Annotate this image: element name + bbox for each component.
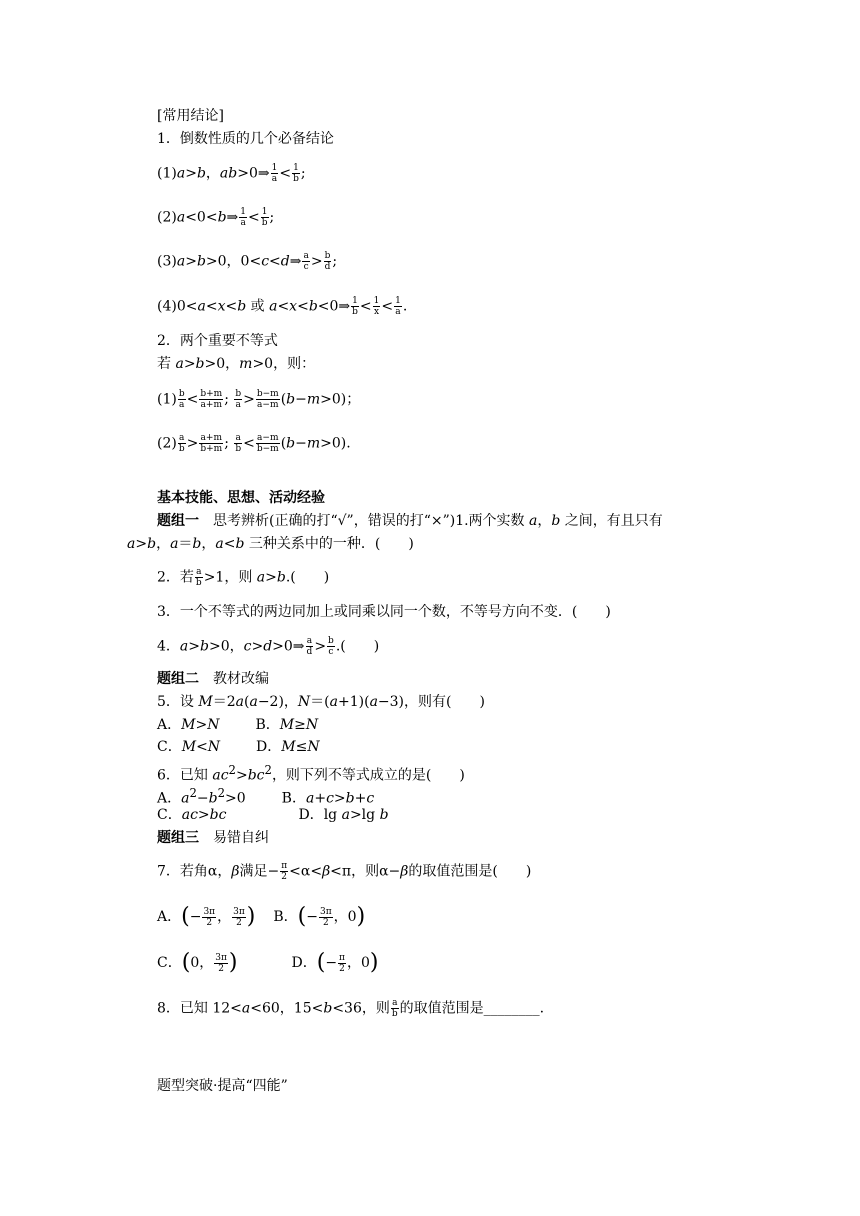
fraction: $\frac{1}{a}$ [395, 296, 401, 317]
fraction: $\frac{a}{d}$ [306, 636, 313, 657]
fraction: $\frac{b+m}{a+m}$ [200, 389, 223, 410]
question-4: 4．a>b>0，c>d>0⇒ $\frac{a}{d}$ > $\frac{b}{c}$ .( ) [157, 636, 380, 657]
conclusion-line-3: (3)a>b>0，0<c<d⇒ $\frac{a}{c}$ > $\frac{b}{d}$ ; [157, 251, 338, 272]
conclusion-line-1: (1)a>b，ab>0⇒ $\frac{1}{a}$ < $\frac{1}{b}$ ; [157, 163, 306, 184]
question-5-options-ab: A．M>N B．M≥N [157, 717, 319, 733]
fraction: $\frac{\pi}{2}$ [339, 952, 345, 974]
inequality-line-1: (1) $\frac{b}{a}$ < $\frac{b+m}{a+m}$ ; $\frac{b}{a}$ > $\frac{b-m}{a-m}$ (b−m>0)； [157, 389, 361, 410]
subsection-title-inequalities: 2．两个重要不等式 [157, 333, 278, 349]
group-3-line: 题组三 易错自纠 [157, 830, 269, 846]
question-5-options-cd: C．M<N D．M≤N [157, 739, 320, 755]
fraction: $\frac{3\pi}{2}$ [319, 906, 332, 928]
fraction: $\frac{a}{b}$ [391, 998, 398, 1019]
condition-line: 若 a>b>0，m>0，则： [157, 356, 316, 372]
fraction: $\frac{3\pi}{2}$ [233, 906, 245, 928]
question-1-cont: a>b，a＝b，a<b 三种关系中的一种．( ) [127, 536, 414, 552]
fraction: $\frac{a}{b}$ [195, 567, 202, 588]
fraction: $\frac{a}{b}$ [235, 433, 242, 454]
question-6-options-cd: C．ac>bc D．lg a>lg b [157, 807, 389, 823]
question-7-options-ab: A．(− $\frac{3\pi}{2}$ ， $\frac{3\pi}{2}$ ) B．(− $\frac{3\pi}{2}$ ，0) [157, 904, 366, 929]
group-1-line: 题组一 思考辨析(正确的打“√”，错误的打“×”)1.两个实数 a，b 之间，有且只有 [157, 513, 663, 529]
subsection-title-reciprocal: 1．倒数性质的几个必备结论 [157, 131, 334, 147]
section-heading-common: [常用结论] [157, 108, 224, 124]
fraction: $\frac{1}{a}$ [240, 207, 247, 228]
fraction: $\frac{b}{d}$ [324, 251, 331, 272]
group-2-line: 题组二 教材改编 [157, 671, 269, 687]
fraction: $\frac{b}{a}$ [235, 389, 242, 410]
question-2: 2．若 $\frac{a}{b}$ >1，则 a>b.( ) [157, 567, 330, 588]
fraction: $\frac{3\pi}{2}$ [215, 952, 227, 974]
conclusion-line-2: (2)a<0<b⇒ $\frac{1}{a}$ < $\frac{1}{b}$ ; [157, 207, 275, 228]
fraction: $\frac{1}{b}$ [261, 207, 268, 228]
fraction: $\frac{1}{a}$ [271, 163, 278, 184]
inequality-line-2: (2) $\frac{a}{b}$ > $\frac{a+m}{b+m}$ ; $\frac{a}{b}$ < $\frac{a-m}{b-m}$ (b−m>0). [157, 433, 351, 454]
question-8: 8．已知 12<a<60，15<b<36，则 $\frac{a}{b}$ 的取值范围是________. [157, 998, 545, 1019]
fraction: $\frac{3\pi}{2}$ [203, 906, 216, 928]
fraction: $\frac{\pi}{2}$ [281, 861, 288, 882]
fraction: $\frac{a}{b}$ [178, 433, 185, 454]
fraction: $\frac{1}{b}$ [352, 296, 358, 317]
fraction: $\frac{b}{a}$ [178, 389, 185, 410]
fraction: $\frac{a+m}{b+m}$ [200, 433, 223, 454]
footer-heading: 题型突破·提高“四能” [157, 1078, 288, 1094]
section-heading-basic: 基本技能、思想、活动经验 [157, 490, 325, 506]
fraction: $\frac{1}{b}$ [293, 163, 299, 184]
fraction: $\frac{1}{x}$ [373, 296, 380, 317]
fraction: $\frac{b-m}{a-m}$ [256, 389, 279, 410]
fraction: $\frac{b}{c}$ [328, 636, 334, 657]
fraction: $\frac{a-m}{b-m}$ [256, 433, 279, 454]
conclusion-line-4: (4)0<a<x<b 或 a<x<b<0⇒ $\frac{1}{b}$ < $\frac{1}{x}$ < $\frac{1}{a}$ . [157, 296, 408, 317]
fraction: $\frac{a}{c}$ [303, 251, 309, 272]
question-6-options-ab: A．$a^2-b^2>0$ B．a+c>b+c [157, 786, 375, 807]
question-7: 7．若角α，β满足− $\frac{\pi}{2}$ <α<β<π，则α−β的取值范围是( ) [157, 861, 532, 882]
question-3: 3．一个不等式的两边同加上或同乘以同一个数，不等号方向不变．( ) [157, 604, 611, 620]
question-5: 5．设 M＝2a(a−2)，N＝(a+1)(a−3)，则有( ) [157, 694, 485, 710]
question-7-options-cd: C．(0， $\frac{3\pi}{2}$ ) D．(− $\frac{\pi}{2}$ ，0) [157, 950, 379, 975]
question-6: 6．已知 $ac^2>bc^2$，则下列不等式成立的是( ) [157, 763, 465, 784]
